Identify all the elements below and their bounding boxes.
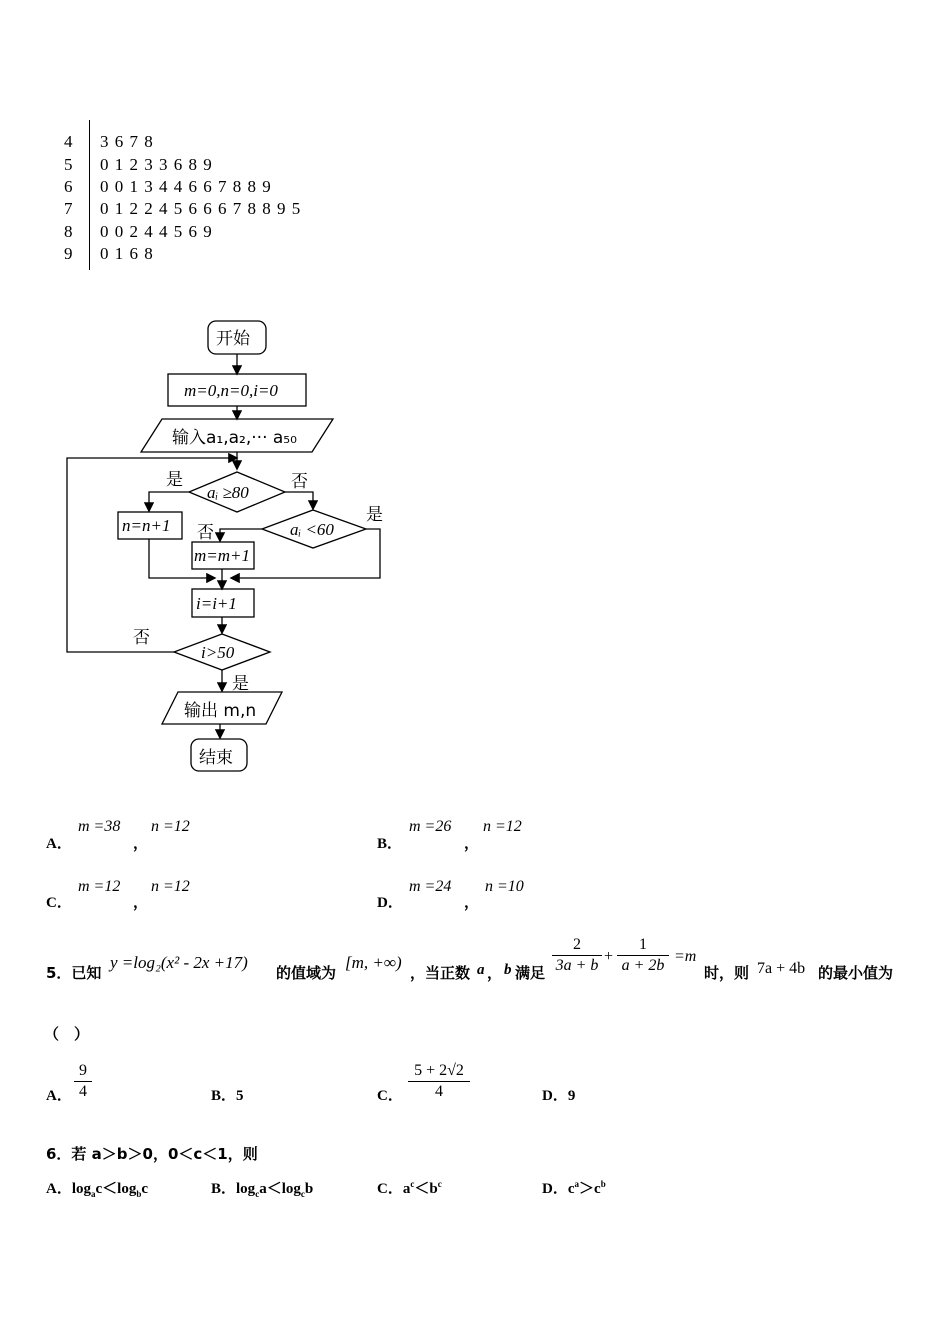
q5-fraction-1: 2 3a + b bbox=[552, 935, 602, 976]
q5-comma: ， bbox=[487, 964, 503, 982]
q5-text-5: 的最小值为 bbox=[818, 964, 894, 982]
option-b-m: m =26 bbox=[409, 818, 452, 835]
option-b-comma: ， bbox=[464, 836, 480, 852]
q5-option-a-label[interactable]: A． bbox=[46, 1088, 72, 1104]
start-label: 开始 bbox=[216, 329, 250, 349]
m-inc-label: m=m+1 bbox=[194, 546, 250, 565]
no-label-3: 否 bbox=[133, 628, 150, 648]
option-d-label[interactable]: D． bbox=[377, 895, 403, 911]
option-a-label[interactable]: A． bbox=[46, 836, 72, 852]
option-c-m: m =12 bbox=[78, 878, 121, 895]
q5-function: y =log₂(x² - 2x +17) bbox=[110, 953, 248, 972]
q6-option-c[interactable]: C．$a^c<b^c$ bbox=[377, 1179, 442, 1197]
q5-var-a: a bbox=[477, 962, 485, 978]
q5-range: [m, +∞) bbox=[345, 953, 402, 972]
output-label: 输出 m,n bbox=[184, 701, 257, 721]
q6-stem: 6．若 a＞b＞0，0＜c＜1，则 bbox=[46, 1145, 258, 1163]
q5-answer-paren: （ ） bbox=[44, 1025, 90, 1043]
yes-label-1: 是 bbox=[166, 470, 183, 490]
n-inc-label: n=n+1 bbox=[122, 516, 171, 535]
option-a-n: n =12 bbox=[151, 818, 190, 835]
q5-option-c-fraction: 5 + 2√2 4 bbox=[408, 1061, 470, 1102]
option-a-comma: ， bbox=[133, 836, 149, 852]
yes-label-2: 是 bbox=[366, 505, 383, 525]
q6-option-b[interactable]: B．$\log_ca<\log_cb$ bbox=[211, 1181, 314, 1199]
cond1-label: aᵢ ≥80 bbox=[207, 483, 249, 502]
option-b-n: n =12 bbox=[483, 818, 522, 835]
option-c-label[interactable]: C． bbox=[46, 895, 72, 911]
cond2-label: aᵢ <60 bbox=[290, 520, 334, 539]
q5-option-c-label[interactable]: C． bbox=[377, 1088, 403, 1104]
q5-expression: 7a + 4b bbox=[757, 960, 806, 977]
cond3-label: i>50 bbox=[201, 643, 235, 662]
option-d-m: m =24 bbox=[409, 878, 452, 895]
option-d-comma: ， bbox=[464, 895, 480, 911]
q5-var-b: b bbox=[504, 962, 512, 978]
q5-number: 5．已知 bbox=[46, 964, 102, 982]
q5-option-a-fraction: 9 4 bbox=[74, 1061, 92, 1102]
yes-label-3: 是 bbox=[232, 674, 249, 694]
i-inc-label: i=i+1 bbox=[196, 594, 237, 613]
q6-option-a[interactable]: A．$\log_ac<\log_bc$ bbox=[46, 1181, 149, 1199]
q5-option-b[interactable]: B．5 bbox=[211, 1088, 244, 1104]
init-label: m=0,n=0,i=0 bbox=[184, 381, 278, 400]
end-label: 结束 bbox=[199, 748, 233, 768]
q5-text-4: 时，则 bbox=[704, 964, 750, 982]
q5-option-d[interactable]: D．9 bbox=[542, 1088, 576, 1104]
q5-plus: + bbox=[604, 948, 614, 965]
q5-equals-m: =m bbox=[674, 948, 697, 965]
q5-text-1: 的值域为 bbox=[276, 964, 337, 982]
q6-option-d[interactable]: D．$c^a>c^b$ bbox=[542, 1179, 606, 1197]
option-b-label[interactable]: B． bbox=[377, 836, 403, 852]
no-label-2: 否 bbox=[197, 523, 214, 543]
input-label: 输入a₁,a₂,··· a₅₀ bbox=[172, 428, 297, 448]
option-a-m: m =38 bbox=[78, 818, 121, 835]
option-c-comma: ， bbox=[133, 895, 149, 911]
option-c-n: n =12 bbox=[151, 878, 190, 895]
q5-fraction-2: 1 a + 2b bbox=[617, 935, 669, 976]
q5-text-3: 满足 bbox=[515, 964, 546, 982]
no-label-1: 否 bbox=[291, 472, 308, 492]
q5-text-2: ，当正数 bbox=[410, 964, 471, 982]
option-d-n: n =10 bbox=[485, 878, 524, 895]
